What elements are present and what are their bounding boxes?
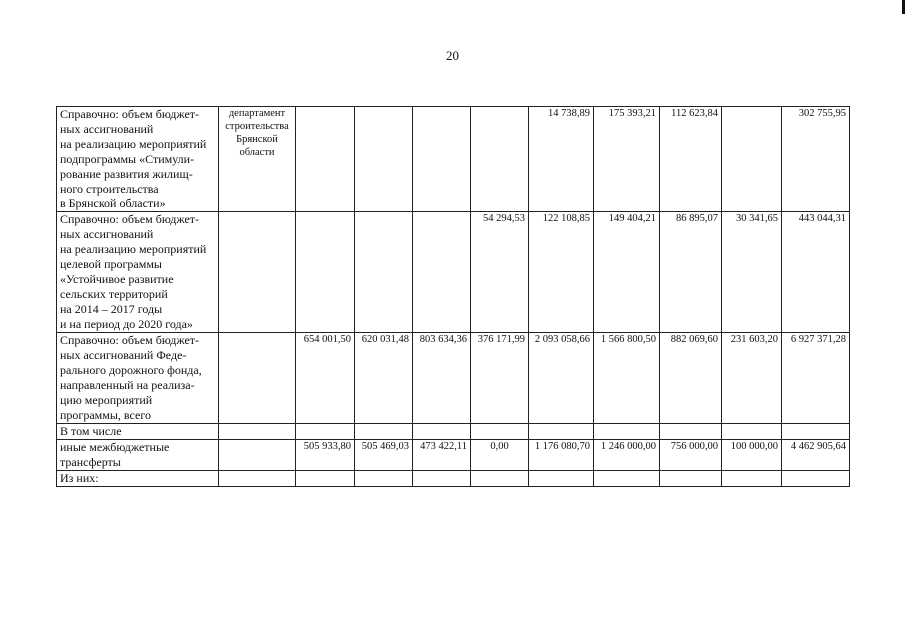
value-cell: 376 171,99 xyxy=(471,333,529,423)
value-cell xyxy=(722,423,782,439)
value-cell xyxy=(296,470,355,486)
description-line: Справочно: объем бюджет- xyxy=(60,212,200,227)
value-cell: 654 001,50 xyxy=(296,333,355,423)
value-cell: 6 927 371,28 xyxy=(782,333,850,423)
value-cell: 882 069,60 xyxy=(660,333,722,423)
description-line: Справочно: объем бюджет- xyxy=(60,107,200,121)
description-line: в Брянской области» xyxy=(60,196,166,211)
description-line: цию мероприятий xyxy=(60,392,153,407)
value-cell: 54 294,53 xyxy=(471,212,529,333)
row-description xyxy=(57,439,219,470)
description-line: ного строительства xyxy=(60,181,159,196)
value-cell xyxy=(355,107,413,212)
department-line: департамент xyxy=(228,108,286,119)
table-row xyxy=(57,212,850,333)
value-cell: 2 093 058,66 xyxy=(529,333,594,423)
table-row xyxy=(57,107,850,212)
table-row xyxy=(57,423,850,439)
description-line: ных ассигнований xyxy=(60,121,154,136)
description-line: направленный на реализа- xyxy=(60,378,195,393)
value-cell xyxy=(594,470,660,486)
description-line: и на период до 2020 года» xyxy=(60,316,193,331)
row-department xyxy=(219,470,296,486)
description-line: на реализацию мероприятий xyxy=(60,242,207,257)
value-cell: 443 044,31 xyxy=(782,212,850,333)
value-cell xyxy=(355,212,413,333)
value-cell: 231 603,20 xyxy=(722,333,782,423)
budget-table xyxy=(56,106,850,487)
department-line: строительства xyxy=(225,121,289,132)
value-cell: 175 393,21 xyxy=(594,107,660,212)
row-department xyxy=(219,333,296,423)
row-description xyxy=(57,333,219,423)
value-cell: 14 738,89 xyxy=(529,107,594,212)
value-cell xyxy=(529,423,594,439)
description-line: Из них: xyxy=(60,470,99,485)
row-description xyxy=(57,212,219,333)
value-cell: 0,00 xyxy=(471,439,529,470)
value-cell xyxy=(296,212,355,333)
row-description xyxy=(57,470,219,486)
description-line: трансферты xyxy=(60,454,121,469)
value-cell: 803 634,36 xyxy=(413,333,471,423)
value-cell xyxy=(413,470,471,486)
value-cell: 505 933,80 xyxy=(296,439,355,470)
description-line: ных ассигнований xyxy=(60,227,154,242)
value-cell xyxy=(471,107,529,212)
value-cell: 1 246 000,00 xyxy=(594,439,660,470)
value-cell xyxy=(660,470,722,486)
department-line: области xyxy=(239,147,275,158)
value-cell: 1 176 080,70 xyxy=(529,439,594,470)
description-line: иные межбюджетные xyxy=(60,439,170,454)
description-line: сельских территорий xyxy=(60,286,168,301)
value-cell: 112 623,84 xyxy=(660,107,722,212)
description-line: рование развития жилищ- xyxy=(60,166,193,181)
value-cell xyxy=(413,423,471,439)
value-cell xyxy=(296,423,355,439)
value-cell xyxy=(782,423,850,439)
value-cell xyxy=(471,423,529,439)
value-cell xyxy=(471,470,529,486)
value-cell xyxy=(660,423,722,439)
value-cell: 473 422,11 xyxy=(413,439,471,470)
value-cell xyxy=(355,470,413,486)
description-line: Справочно: объем бюджет- xyxy=(60,333,200,348)
description-line: целевой программы xyxy=(60,257,162,272)
value-cell xyxy=(782,470,850,486)
description-line: на реализацию мероприятий xyxy=(60,136,207,151)
table-row xyxy=(57,333,850,423)
description-line: подпрограммы «Стимули- xyxy=(60,151,195,166)
description-line: рального дорожного фонда, xyxy=(60,363,202,378)
table-row xyxy=(57,439,850,470)
description-line: программы, всего xyxy=(60,407,151,422)
value-cell: 756 000,00 xyxy=(660,439,722,470)
row-department xyxy=(219,439,296,470)
value-cell: 4 462 905,64 xyxy=(782,439,850,470)
value-cell xyxy=(355,423,413,439)
row-department xyxy=(219,212,296,333)
row-description xyxy=(57,423,219,439)
description-line: ных ассигнований Феде- xyxy=(60,348,187,363)
page-number: 20 xyxy=(446,48,459,63)
value-cell xyxy=(722,107,782,212)
value-cell: 100 000,00 xyxy=(722,439,782,470)
value-cell: 505 469,03 xyxy=(355,439,413,470)
value-cell: 149 404,21 xyxy=(594,212,660,333)
description-line: В том числе xyxy=(60,423,122,438)
table-row xyxy=(57,470,850,486)
description-line: «Устойчивое развитие xyxy=(60,271,174,286)
row-description xyxy=(57,107,219,212)
value-cell xyxy=(296,107,355,212)
row-department xyxy=(219,107,296,212)
value-cell: 620 031,48 xyxy=(355,333,413,423)
value-cell xyxy=(594,423,660,439)
value-cell xyxy=(529,470,594,486)
description-line: на 2014 – 2017 годы xyxy=(60,301,163,316)
department-line: Брянской xyxy=(236,134,278,145)
table-body xyxy=(57,107,850,487)
value-cell xyxy=(413,107,471,212)
value-cell xyxy=(413,212,471,333)
value-cell: 122 108,85 xyxy=(529,212,594,333)
value-cell: 86 895,07 xyxy=(660,212,722,333)
value-cell xyxy=(722,470,782,486)
value-cell: 30 341,65 xyxy=(722,212,782,333)
row-department xyxy=(219,423,296,439)
value-cell: 1 566 800,50 xyxy=(594,333,660,423)
value-cell: 302 755,95 xyxy=(782,107,850,212)
